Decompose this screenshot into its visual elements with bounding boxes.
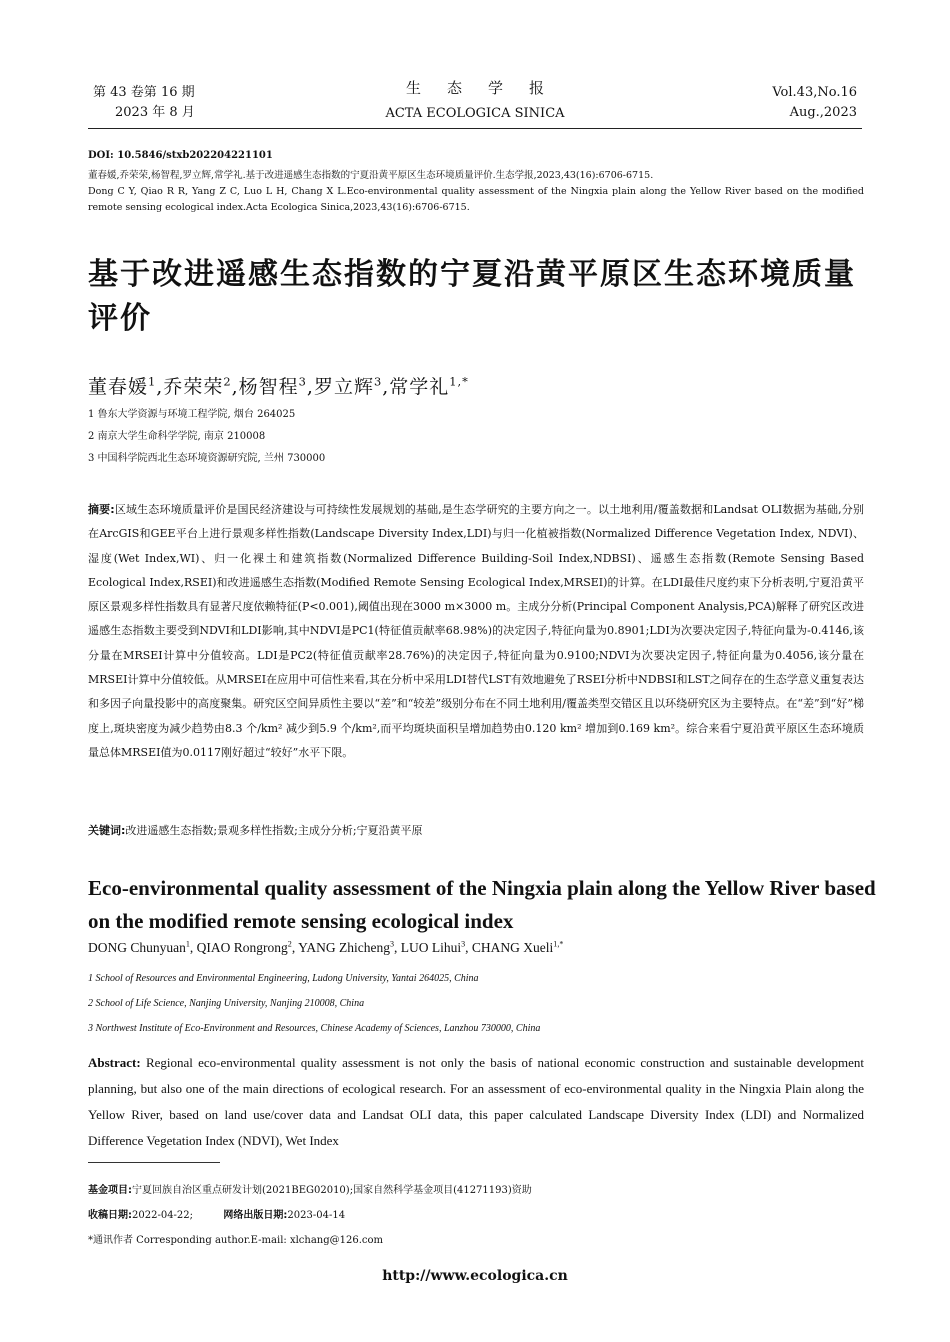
author-en-name: LUO Lihui: [400, 940, 462, 955]
abstract-cn-label: 摘要:: [88, 503, 115, 516]
author-en-name: DONG Chunyuan: [88, 940, 186, 955]
authors-cn: [88, 372, 469, 399]
author-cn-name: 罗立辉: [313, 376, 374, 398]
affiliations-cn: [88, 404, 325, 470]
author-cn-affil-mark: 1: [148, 374, 157, 389]
online-label: 网络出版日期:: [223, 1210, 288, 1221]
author-en-separator: ,: [465, 940, 472, 955]
author-en-affil-mark: 3: [389, 939, 394, 949]
abstract-cn-text: 区域生态环境质量评价是国民经济建设与可持续性发展规划的基础,是生态学研究的主要方向之一。以土地利用/覆盖数据和Landsat OLI数据为基础,分别在ArcGIS和GEE平台上进行景观多样性指数(Landscape Diversity Index,LDI)与归一化植被指数(Normalized Difference Vegetation Index, NDVI)、湿度(Wet Index,WI)、归一化裸土和建筑指数(Normalized Difference Building-Soil Index,NDBSI)、遥感生态指数(Remote Sensing Based Ecological Index,RSEI)和改进遥感生态指数(Modified Remote Sensing Ecological Index,MRSEI)的计算。在LDI最佳尺度约束下分析表明,宁夏沿黄平原区景观多样性指数具有显著尺度依赖特征(P<0.001),阈值出现在3000 m×3000 m。主成分分析(Principal Component Analysis,PCA)解释了研究区改进遥感生态指数主要受到NDVI和LDI影响,其中NDVI是PC1(特征值贡献率68.98%)的决定因子,特征向量为0.8901;LDI为次要决定因子,特征向量为-0.4146,该分量在MRSEI计算中分值较高。LDI是PC2(特征值贡献率28.76%)的决定因子,特征向量为0.9100;NDVI为次要决定因子,特征向量为0.4056,该分量在MRSEI计算中分值较低。从MRSEI在应用中可信性来看,其在分析中采用LDI替代LST有效地避免了RSEI分析中NDBSI和LST之间存在的生态学意义重复表达和多因子向量投影中的高度聚集。研究区空间异质性主要以“差”和“较差”级别分布在不同土地利用/覆盖类型交错区且以环绕研究区为主要特点。在“差”到“好”梯度上,斑块密度为减少趋势由8.3 个/km² 减少到5.9 个/km²,而平均斑块面积呈增加趋势由0.120 km² 增加到0.169 km²。综合来看宁夏沿黄平原区生态环境质量总体MRSEI值为0.0117刚好超过“较好”水平下限。: [88, 503, 864, 759]
authors-en: [88, 940, 563, 956]
author-en-name: YANG Zhicheng: [298, 940, 390, 955]
author-en-separator: ,: [189, 940, 197, 955]
header-left: [93, 83, 243, 123]
dates-line: [88, 1203, 532, 1228]
doi[interactable]: DOI: 10.5846/stxb202204221101: [88, 150, 273, 161]
footnote-rule: [88, 1162, 220, 1163]
header-rule: [88, 128, 862, 129]
abstract-en: [88, 1050, 864, 1154]
abstract-cn: [88, 498, 864, 765]
paper-title-en: Eco-environmental quality assessment of the Ningxia plain along the Yellow River based on the modified remote sensing ecological index: [88, 876, 876, 933]
author-en-affil-mark: 2: [287, 939, 292, 949]
author-cn-name: 常学礼: [389, 376, 450, 398]
author-cn-affil-mark: 1,*: [449, 374, 469, 389]
journal-cn: 生态学报: [405, 79, 570, 97]
journal-url[interactable]: http://www.ecologica.cn: [382, 1268, 568, 1284]
journal-en: ACTA ECOLOGICA SINICA: [385, 106, 565, 121]
paper-title-cn: 基于改进遥感生态指数的宁夏沿黄平原区生态环境质量评价: [88, 257, 856, 336]
author-en-affil-mark: 1: [185, 939, 190, 949]
affiliation-en-2: 2 School of Life Science, Nanjing University, Nanjing 210008, China: [88, 998, 365, 1009]
received-text: 2022-04-22;: [132, 1210, 194, 1221]
date-cn: 2023 年 8 月: [115, 105, 195, 120]
author-en-affil-mark: 1,*: [553, 939, 564, 949]
author-cn-separator: ,: [231, 376, 239, 398]
date-en: Aug.,2023: [789, 105, 857, 120]
keywords-cn: [88, 822, 423, 838]
affiliations-en: [88, 966, 540, 1041]
keywords-cn-label: 关键词:: [88, 824, 126, 837]
author-en-name: CHANG Xueli: [471, 940, 554, 955]
abstract-en-text: Regional eco-environmental quality assessment is not only the basis of national economic construction and sustainable development planning, but also one of the main directions of ecological research. For an assessment of eco-environmental quality in the Ningxia Plain along the Yellow River, based on land use/cover data and Landsat OLI data, this paper calculated Landscape Diversity Index (LDI) and Normalized Difference Vegetation Index (NDVI), Wet Index: [88, 1055, 865, 1148]
volume-cn: 第 43 卷第 16 期: [93, 85, 195, 100]
author-cn-separator: ,: [306, 376, 314, 398]
author-cn-separator: ,: [382, 376, 390, 398]
author-cn-affil-mark: 2: [223, 374, 232, 389]
online-text: 2023-04-14: [287, 1210, 346, 1221]
author-cn-separator: ,: [156, 376, 164, 398]
author-en-affil-mark: 3: [461, 939, 466, 949]
author-cn-name: 杨智程: [238, 376, 299, 398]
citation: [88, 168, 864, 216]
affiliation-en-1: 1 School of Resources and Environmental Engineering, Ludong University, Yantai 264025, China: [88, 973, 479, 984]
citation-en: Dong C Y, Qiao R R, Yang Z C, Luo L H, Chang X L.Eco-environmental quality assessment of the Ningxia plain along the Yellow River based on the modified remote sensing ecological index.Acta Ecologica Sinica,2023,43(16):6706-6715.: [88, 186, 864, 213]
abstract-en-label: Abstract:: [88, 1055, 141, 1070]
volume-en: Vol.43,No.16: [772, 85, 857, 100]
corresponding-author: *通讯作者 Corresponding author.E-mail: xlchang@126.com: [88, 1235, 383, 1246]
fund-line: [88, 1178, 532, 1203]
author-cn-affil-mark: 3: [373, 374, 383, 389]
author-cn-name: 乔荣荣: [163, 376, 224, 398]
author-cn-name: 董春媛: [88, 376, 149, 398]
received-label: 收稿日期:: [88, 1210, 132, 1221]
header-right: [707, 83, 857, 123]
affiliation-en-3: 3 Northwest Institute of Eco-Environment and Resources, Chinese Academy of Sciences, Lanzhou 730000, China: [88, 1023, 541, 1034]
author-en-separator: ,: [291, 940, 299, 955]
fund-label: 基金项目:: [88, 1185, 132, 1196]
author-en-name: QIAO Rongrong: [196, 940, 288, 955]
footnotes: [88, 1178, 532, 1253]
author-en-separator: ,: [394, 940, 401, 955]
fund-text: 宁夏回族自治区重点研发计划(2021BEG02010);国家自然科学基金项目(41271193)资助: [132, 1185, 532, 1196]
author-cn-affil-mark: 3: [298, 374, 307, 389]
affiliation-cn-1: 1 鲁东大学资源与环境工程学院, 烟台 264025: [88, 409, 296, 420]
affiliation-cn-3: 3 中国科学院西北生态环境资源研究院, 兰州 730000: [88, 453, 326, 464]
citation-cn: 董春媛,乔荣荣,杨智程,罗立辉,常学礼.基于改进遥感生态指数的宁夏沿黄平原区生态环境质量评价.生态学报,2023,43(16):6706-6715.: [88, 170, 654, 181]
header-center: [300, 78, 650, 124]
keywords-cn-text: 改进遥感生态指数;景观多样性指数;主成分分析;宁夏沿黄平原: [125, 824, 423, 837]
affiliation-cn-2: 2 南京大学生命科学学院, 南京 210008: [88, 431, 266, 442]
